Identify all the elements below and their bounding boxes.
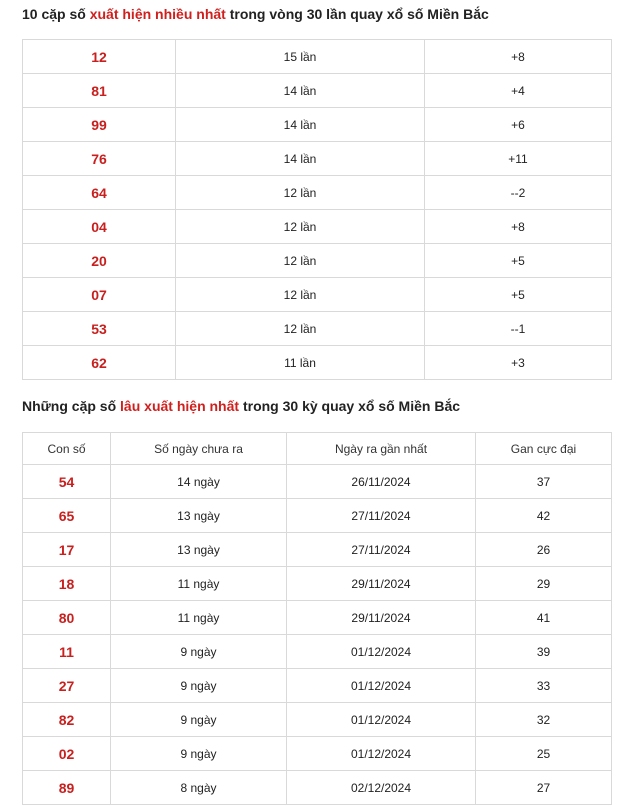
number-cell: 17	[23, 533, 111, 567]
count-cell: 14 lần	[176, 108, 425, 142]
last-date-cell: 26/11/2024	[287, 465, 476, 499]
last-date-cell: 02/12/2024	[287, 771, 476, 805]
delta-cell: +11	[425, 142, 612, 176]
header-last-date: Ngày ra gần nhất	[287, 433, 476, 465]
count-cell: 14 lần	[176, 142, 425, 176]
number-cell: 53	[23, 312, 176, 346]
most-frequent-table-body	[23, 40, 612, 380]
number-cell: 27	[23, 669, 111, 703]
longest-absent-table	[22, 432, 612, 805]
heading-prefix: 10 cặp số	[22, 6, 90, 22]
last-date-cell: 01/12/2024	[287, 635, 476, 669]
number-cell: 11	[23, 635, 111, 669]
table-row	[23, 312, 612, 346]
last-date-cell: 27/11/2024	[287, 499, 476, 533]
table-header-row	[23, 433, 612, 465]
table-row	[23, 108, 612, 142]
table-row	[23, 601, 612, 635]
last-date-cell: 01/12/2024	[287, 737, 476, 771]
count-cell: 12 lần	[176, 176, 425, 210]
count-cell: 12 lần	[176, 278, 425, 312]
days-absent-cell: 13 ngày	[111, 533, 287, 567]
days-absent-cell: 9 ngày	[111, 703, 287, 737]
max-gap-cell: 27	[476, 771, 612, 805]
table-row	[23, 244, 612, 278]
table-row	[23, 635, 612, 669]
number-cell: 12	[23, 40, 176, 74]
heading-highlight: xuất hiện nhiều nhất	[89, 6, 226, 22]
number-cell: 04	[23, 210, 176, 244]
heading-highlight: lâu xuất hiện nhất	[120, 398, 240, 414]
number-cell: 20	[23, 244, 176, 278]
number-cell: 80	[23, 601, 111, 635]
count-cell: 11 lần	[176, 346, 425, 380]
most-frequent-heading	[22, 6, 489, 22]
heading-suffix: trong vòng 30 lần quay xổ số Miền Bắc	[225, 6, 489, 22]
last-date-cell: 29/11/2024	[287, 601, 476, 635]
heading-prefix: Những cặp số	[22, 398, 121, 414]
heading-suffix: trong 30 kỳ quay xổ số Miền Bắc	[239, 398, 461, 414]
last-date-cell: 29/11/2024	[287, 567, 476, 601]
table-row	[23, 499, 612, 533]
delta-cell: +4	[425, 74, 612, 108]
max-gap-cell: 33	[476, 669, 612, 703]
table-row	[23, 465, 612, 499]
last-date-cell: 27/11/2024	[287, 533, 476, 567]
longest-absent-table-body	[23, 465, 612, 805]
number-cell: 76	[23, 142, 176, 176]
delta-cell: +3	[425, 346, 612, 380]
days-absent-cell: 13 ngày	[111, 499, 287, 533]
table-row	[23, 176, 612, 210]
header-number: Con số	[23, 433, 111, 465]
days-absent-cell: 14 ngày	[111, 465, 287, 499]
count-cell: 12 lần	[176, 244, 425, 278]
table-row	[23, 210, 612, 244]
header-max-gap: Gan cực đại	[476, 433, 612, 465]
count-cell: 14 lần	[176, 74, 425, 108]
header-days-absent: Số ngày chưa ra	[111, 433, 287, 465]
days-absent-cell: 11 ngày	[111, 567, 287, 601]
delta-cell: +6	[425, 108, 612, 142]
most-frequent-table	[22, 39, 612, 380]
number-cell: 07	[23, 278, 176, 312]
table-row	[23, 737, 612, 771]
count-cell: 15 lần	[176, 40, 425, 74]
number-cell: 82	[23, 703, 111, 737]
max-gap-cell: 25	[476, 737, 612, 771]
days-absent-cell: 9 ngày	[111, 737, 287, 771]
last-date-cell: 01/12/2024	[287, 703, 476, 737]
table-row	[23, 40, 612, 74]
table-row	[23, 278, 612, 312]
delta-cell: +8	[425, 210, 612, 244]
delta-cell: --1	[425, 312, 612, 346]
table-row	[23, 771, 612, 805]
number-cell: 65	[23, 499, 111, 533]
table-row	[23, 142, 612, 176]
max-gap-cell: 32	[476, 703, 612, 737]
max-gap-cell: 41	[476, 601, 612, 635]
table-row	[23, 567, 612, 601]
number-cell: 89	[23, 771, 111, 805]
table-row	[23, 703, 612, 737]
days-absent-cell: 11 ngày	[111, 601, 287, 635]
number-cell: 18	[23, 567, 111, 601]
max-gap-cell: 26	[476, 533, 612, 567]
number-cell: 64	[23, 176, 176, 210]
max-gap-cell: 39	[476, 635, 612, 669]
max-gap-cell: 29	[476, 567, 612, 601]
days-absent-cell: 9 ngày	[111, 669, 287, 703]
days-absent-cell: 9 ngày	[111, 635, 287, 669]
table-row	[23, 669, 612, 703]
table-row	[23, 533, 612, 567]
delta-cell: +5	[425, 244, 612, 278]
delta-cell: +5	[425, 278, 612, 312]
number-cell: 02	[23, 737, 111, 771]
number-cell: 99	[23, 108, 176, 142]
last-date-cell: 01/12/2024	[287, 669, 476, 703]
count-cell: 12 lần	[176, 210, 425, 244]
number-cell: 62	[23, 346, 176, 380]
max-gap-cell: 42	[476, 499, 612, 533]
max-gap-cell: 37	[476, 465, 612, 499]
number-cell: 81	[23, 74, 176, 108]
table-row	[23, 74, 612, 108]
count-cell: 12 lần	[176, 312, 425, 346]
delta-cell: +8	[425, 40, 612, 74]
days-absent-cell: 8 ngày	[111, 771, 287, 805]
delta-cell: --2	[425, 176, 612, 210]
number-cell: 54	[23, 465, 111, 499]
table-row	[23, 346, 612, 380]
longest-absent-heading	[22, 398, 460, 414]
